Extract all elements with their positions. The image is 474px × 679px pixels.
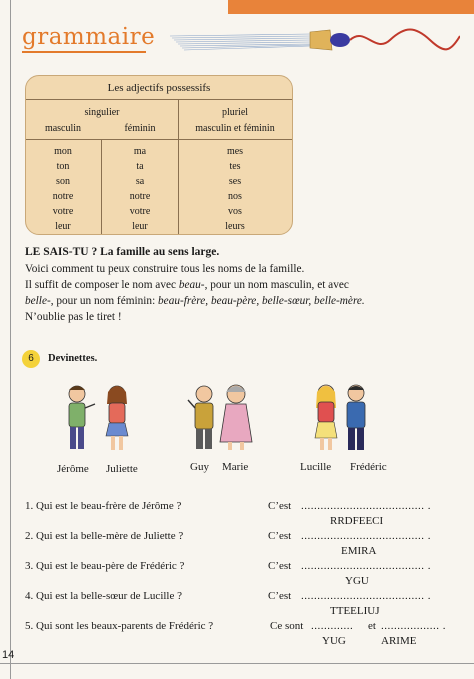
answer-blank-5a[interactable] [311,620,353,632]
table-cell: nos [228,191,242,202]
illustration-lucille-frederic [308,380,378,455]
lucille-figure [315,385,337,450]
table-cell: ma [133,146,147,157]
scrambled-hint-2: EMIRA [341,545,377,557]
singular-header: singulier [84,107,120,118]
scrambled-hint-3: YGU [345,575,369,587]
plural-subheader: masculin et féminin [195,123,275,134]
bottom-rule [0,663,474,664]
answer-blank-3[interactable] [301,560,431,572]
table-cell: votre [52,206,74,217]
answer-prefix: C’est [268,590,292,602]
table-cell: notre [52,191,74,202]
guy-figure [188,386,213,449]
table-cell: leur [55,221,71,232]
answer-connector: et [368,620,376,632]
table-cell: mon [54,146,72,157]
sais-tu-line-1: Voici comment tu peux construire tous les noms de la famille. [25,263,305,275]
plural-header: pluriel [221,107,249,118]
name-marie: Marie [222,461,249,473]
sais-tu-line-3 [25,295,365,307]
name-juliette: Juliette [106,463,138,475]
blank-dots: ............. [311,620,354,632]
pen-squiggle [350,30,460,50]
answer-prefix: Ce sont [270,620,304,632]
table-cell: son [56,176,70,187]
text-segment: Il suffit de composer le nom avec [25,279,179,291]
illustration-guy-marie [182,380,262,455]
marie-figure [220,385,252,450]
sais-tu-line-4: N’oublie pas le tiret ! [25,311,122,323]
pen-body [310,30,332,50]
scrambled-hint-4: TTEELIUJ [330,605,380,617]
table-heading: Les adjectifs possessifs [107,82,211,94]
sais-tu-line-2 [25,279,349,291]
question-3: 3. Qui est le beau-père de Frédéric ? [25,560,185,572]
frederic-figure [347,385,365,450]
page-title: grammaire [22,24,156,50]
table-cell: ta [136,161,144,172]
family-examples: beau-frère, beau-père, belle-sœur, belle-mère. [158,295,365,307]
scrambled-hint-5b: ARIME [381,635,417,647]
table-divider [26,99,292,100]
sais-tu-heading: LE SAIS-TU ? La famille au sens large. [25,246,220,258]
blank-dots: ...................................... [301,560,425,572]
exercise-number-badge: 6 [22,350,40,368]
page-number: 14 [2,649,15,661]
table-cell: mes [226,146,244,157]
end-period: . [442,620,446,632]
table-cell: ses [228,176,242,187]
answer-prefix: C’est [268,530,292,542]
table-divider [26,139,292,140]
header-orange-tab [228,0,474,14]
pen-cap [330,33,350,47]
answer-blank-2[interactable] [301,530,431,542]
question-1: 1. Qui est le beau-frère de Jérôme ? [25,500,182,512]
table-cell: tes [229,161,241,172]
table-cell: vos [228,206,242,217]
prefix-beau: beau- [178,279,205,291]
scrambled-hint-1: RRDFEECI [330,515,384,527]
blank-dots: ...................................... [301,530,425,542]
table-cell: votre [129,206,151,217]
end-period: . [427,590,431,602]
table-cell: notre [129,191,151,202]
title-underline [22,51,146,53]
blank-dots: .................. [381,620,440,632]
pen-illustration [170,22,460,62]
left-margin-rule [10,0,11,679]
answer-prefix: C’est [268,500,292,512]
name-lucille: Lucille [300,461,332,473]
table-cell: sa [135,176,145,187]
question-5: 5. Qui sont les beaux-parents de Frédéric ? [25,620,214,632]
text-segment: , pour un nom masculin, et avec [204,279,349,291]
table-cell: leurs [225,221,245,232]
jerome-figure [69,386,95,449]
pen-nib [170,34,310,50]
illustration-jerome-juliette [55,380,145,455]
blank-dots: ...................................... [301,590,425,602]
name-frederic: Frédéric [350,461,387,473]
end-period: . [427,530,431,542]
table-cell: ton [56,161,70,172]
name-guy: Guy [190,461,209,473]
table-cell: leur [132,221,148,232]
answer-blank-1[interactable] [301,500,431,512]
blank-dots: ...................................... [301,500,425,512]
juliette-figure [106,386,128,450]
possessive-adjectives-table [25,75,293,235]
masculine-header: masculin [44,123,82,134]
question-2: 2. Qui est la belle-mère de Juliette ? [25,530,184,542]
answer-blank-4[interactable] [301,590,431,602]
answer-blank-5b[interactable] [381,620,446,632]
end-period: . [427,500,431,512]
exercise-label: Devinettes. [48,353,98,364]
answer-prefix: C’est [268,560,292,572]
text-segment: , pour un nom féminin: [50,295,159,307]
name-jerome: Jérôme [57,463,89,475]
scrambled-hint-5a: YUG [322,635,346,647]
prefix-belle: belle- [25,295,51,307]
feminine-header: féminin [124,123,156,134]
question-4: 4. Qui est la belle-sœur de Lucille ? [25,590,183,602]
end-period: . [427,560,431,572]
